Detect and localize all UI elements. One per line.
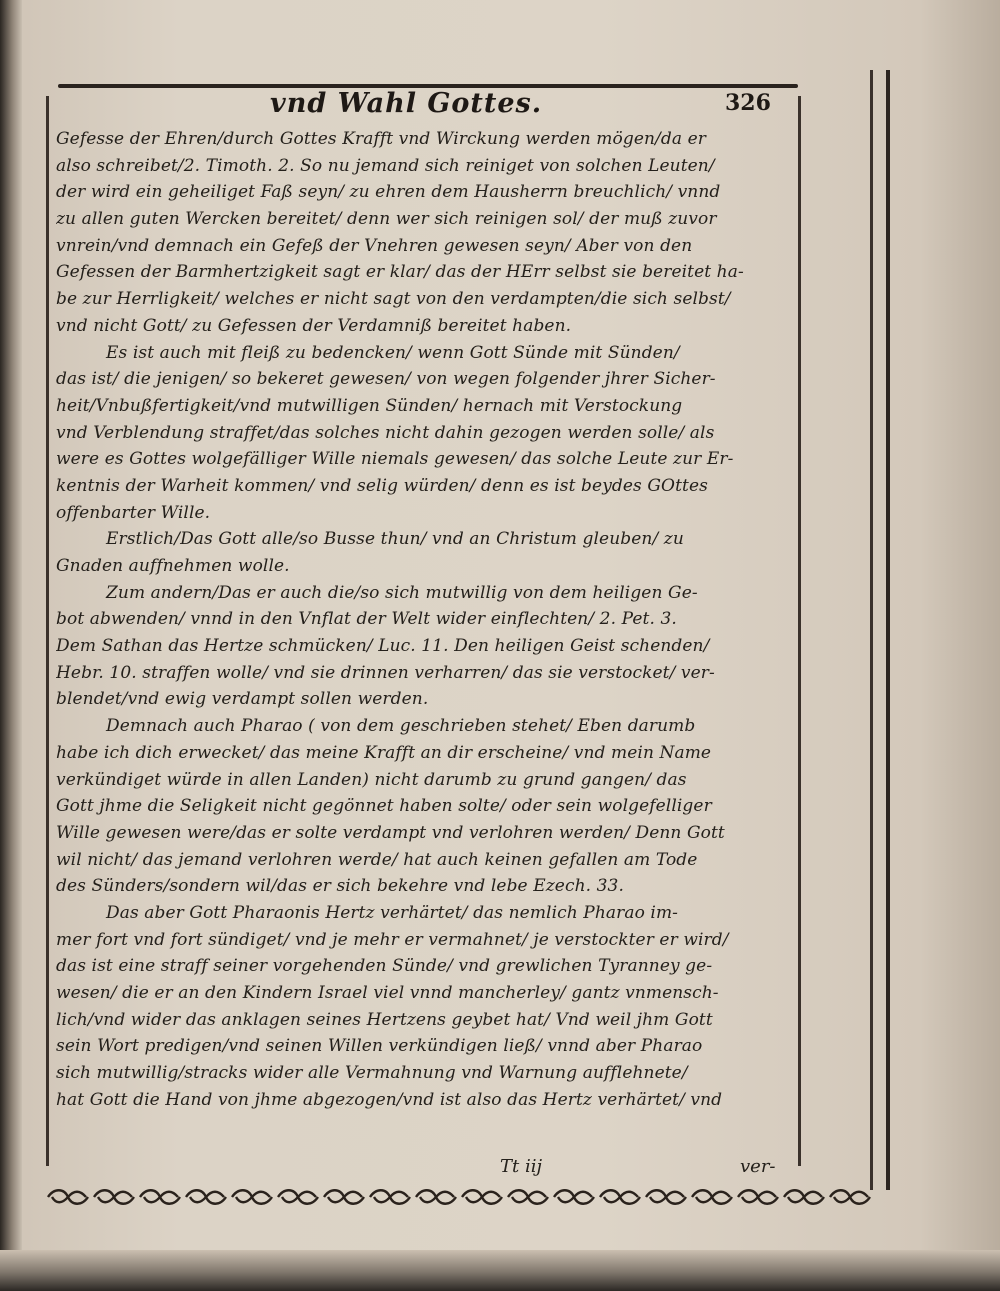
text-line: Gefessen der Barmhertzigkeit sagt er klar/ das der HErr selbst sie bereitet ha- bbox=[56, 262, 744, 283]
ornament-loop bbox=[462, 1190, 502, 1204]
right-outer-rule-thin bbox=[870, 70, 873, 1190]
ornament-loop bbox=[370, 1190, 410, 1204]
right-outer-rule-thick bbox=[886, 70, 890, 1190]
right-text-rule bbox=[798, 96, 801, 1166]
page-number: 326 bbox=[725, 90, 771, 116]
ornament-loop bbox=[186, 1190, 226, 1204]
ornament-loop bbox=[646, 1190, 686, 1204]
page-gutter-shadow bbox=[0, 0, 22, 1291]
text-line: der wird ein geheiliget Faß seyn/ zu ehren dem Hausherrn breuchlich/ vnnd bbox=[56, 182, 721, 203]
ornament-loop bbox=[140, 1190, 180, 1204]
catchword: ver- bbox=[740, 1156, 776, 1177]
ornament-loop bbox=[554, 1190, 594, 1204]
text-line: blendet/vnd ewig verdampt sollen werden. bbox=[56, 689, 429, 710]
text-line: Demnach auch Pharao ( von dem geschrieben stehet/ Eben darumb bbox=[106, 716, 696, 737]
text-line: das ist eine straff seiner vorgehenden Sünde/ vnd grewlichen Tyranney ge- bbox=[56, 956, 713, 977]
text-line: Es ist auch mit fleiß zu bedencken/ wenn Gott Sünde mit Sünden/ bbox=[106, 342, 680, 363]
ornament-loop bbox=[508, 1190, 548, 1204]
text-line: were es Gottes wolgefälliger Wille niemals gewesen/ das solche Leute zur Er- bbox=[56, 449, 734, 470]
text-line: verkündiget würde in allen Landen) nicht darumb zu grund gangen/ das bbox=[56, 769, 687, 790]
page-footer bbox=[60, 1156, 800, 1184]
text-line: be zur Herrligkeit/ welches er nicht sagt von den verdampten/die sich selbst/ bbox=[56, 289, 731, 310]
ornament-loop bbox=[278, 1190, 318, 1204]
text-line: offenbarter Wille. bbox=[56, 502, 211, 523]
text-line: vnd nicht Gott/ zu Gefessen der Verdamniß bereitet haben. bbox=[56, 315, 572, 336]
ornament-border bbox=[42, 1186, 874, 1208]
text-line: lich/vnd wider das anklagen seines Hertzens geybet hat/ Vnd weil jhm Gott bbox=[56, 1009, 713, 1030]
ornament-loop bbox=[94, 1190, 134, 1204]
text-line: Erstlich/Das Gott alle/so Busse thun/ vnd an Christum gleuben/ zu bbox=[106, 529, 684, 550]
text-line: das ist/ die jenigen/ so bekeret gewesen/ von wegen folgender jhrer Sicher- bbox=[56, 369, 716, 390]
text-line: vnd Verblendung straffet/das solches nicht dahin gezogen werden solle/ als bbox=[56, 422, 715, 443]
text-line: Gefesse der Ehren/durch Gottes Krafft vnd Wirckung werden mögen/da er bbox=[56, 129, 706, 149]
text-line: Hebr. 10. straffen wolle/ vnd sie drinnen verharren/ das sie verstocket/ ver- bbox=[56, 662, 715, 683]
text-line: habe ich dich erwecket/ das meine Krafft an dir erscheine/ vnd mein Name bbox=[56, 742, 712, 763]
ornament-loop bbox=[784, 1190, 824, 1204]
ornament-loop bbox=[830, 1190, 870, 1204]
page-bottom-edge bbox=[0, 1250, 1000, 1291]
body-text bbox=[56, 126, 794, 1113]
text-line: mer fort vnd fort sündiget/ vnd je mehr er vermahnet/ je verstockter er wird/ bbox=[56, 929, 729, 950]
text-line: hat Gott die Hand von jhme abgezogen/vnd ist also das Hertz verhärtet/ vnd bbox=[56, 1089, 723, 1110]
text-line: Dem Sathan das Hertze schmücken/ Luc. 11. Den heiligen Geist schenden/ bbox=[56, 636, 710, 657]
ornament-loop bbox=[324, 1190, 364, 1204]
text-line: sein Wort predigen/vnd seinen Willen verkündigen ließ/ vnnd aber Pharao bbox=[56, 1036, 703, 1057]
text-line: Gott jhme die Seligkeit nicht gegönnet haben solte/ oder sein wolgefelliger bbox=[56, 796, 712, 817]
text-line: Gnaden auffnehmen wolle. bbox=[56, 556, 290, 576]
text-line: vnrein/vnd demnach ein Gefeß der Vnehren gewesen seyn/ Aber von den bbox=[56, 235, 693, 256]
ornament-loop bbox=[738, 1190, 778, 1204]
text-line: wesen/ die er an den Kindern Israel viel vnnd mancherley/ gantz vnmensch- bbox=[56, 983, 719, 1003]
ornament-loop bbox=[232, 1190, 272, 1204]
text-line: bot abwenden/ vnnd in den Vnflat der Welt wider einflechten/ 2. Pet. 3. bbox=[56, 609, 677, 630]
ornament-loop bbox=[692, 1190, 732, 1204]
text-line: Das aber Gott Pharaonis Hertz verhärtet/ das nemlich Pharao im- bbox=[106, 902, 679, 923]
text-line: also schreibet/2. Timoth. 2. So nu jemand sich reiniget von solchen Leuten/ bbox=[56, 155, 715, 176]
text-line: kentnis der Warheit kommen/ vnd selig würden/ denn es ist beydes GOttes bbox=[56, 475, 708, 496]
text-line: zu allen guten Wercken bereitet/ denn wer sich reinigen sol/ der muß zuvor bbox=[56, 209, 717, 230]
ornament-loop bbox=[48, 1190, 88, 1204]
text-line: heit/Vnbußfertigkeit/vnd mutwilligen Sünden/ hernach mit Verstockung bbox=[56, 395, 683, 416]
left-margin-rule bbox=[46, 96, 49, 1166]
text-line: sich mutwillig/stracks wider alle Vermahnung vnd Warnung aufflehnete/ bbox=[56, 1063, 688, 1084]
text-line: Wille gewesen were/das er solte verdampt vnd verlohren werden/ Denn Gott bbox=[56, 822, 725, 843]
text-line: Zum andern/Das er auch die/so sich mutwillig von dem heiligen Ge- bbox=[106, 582, 698, 603]
running-head: vnd Wahl Gottes. bbox=[270, 88, 543, 119]
text-line: wil nicht/ das jemand verlohren werde/ hat auch keinen gefallen am Tode bbox=[56, 849, 698, 870]
page-header bbox=[60, 88, 800, 122]
text-line: des Sünders/sondern wil/das er sich bekehre vnd lebe Ezech. 33. bbox=[56, 876, 624, 897]
ornament-loop bbox=[600, 1190, 640, 1204]
ornament-loop bbox=[416, 1190, 456, 1204]
signature-mark: Tt iij bbox=[500, 1156, 543, 1177]
